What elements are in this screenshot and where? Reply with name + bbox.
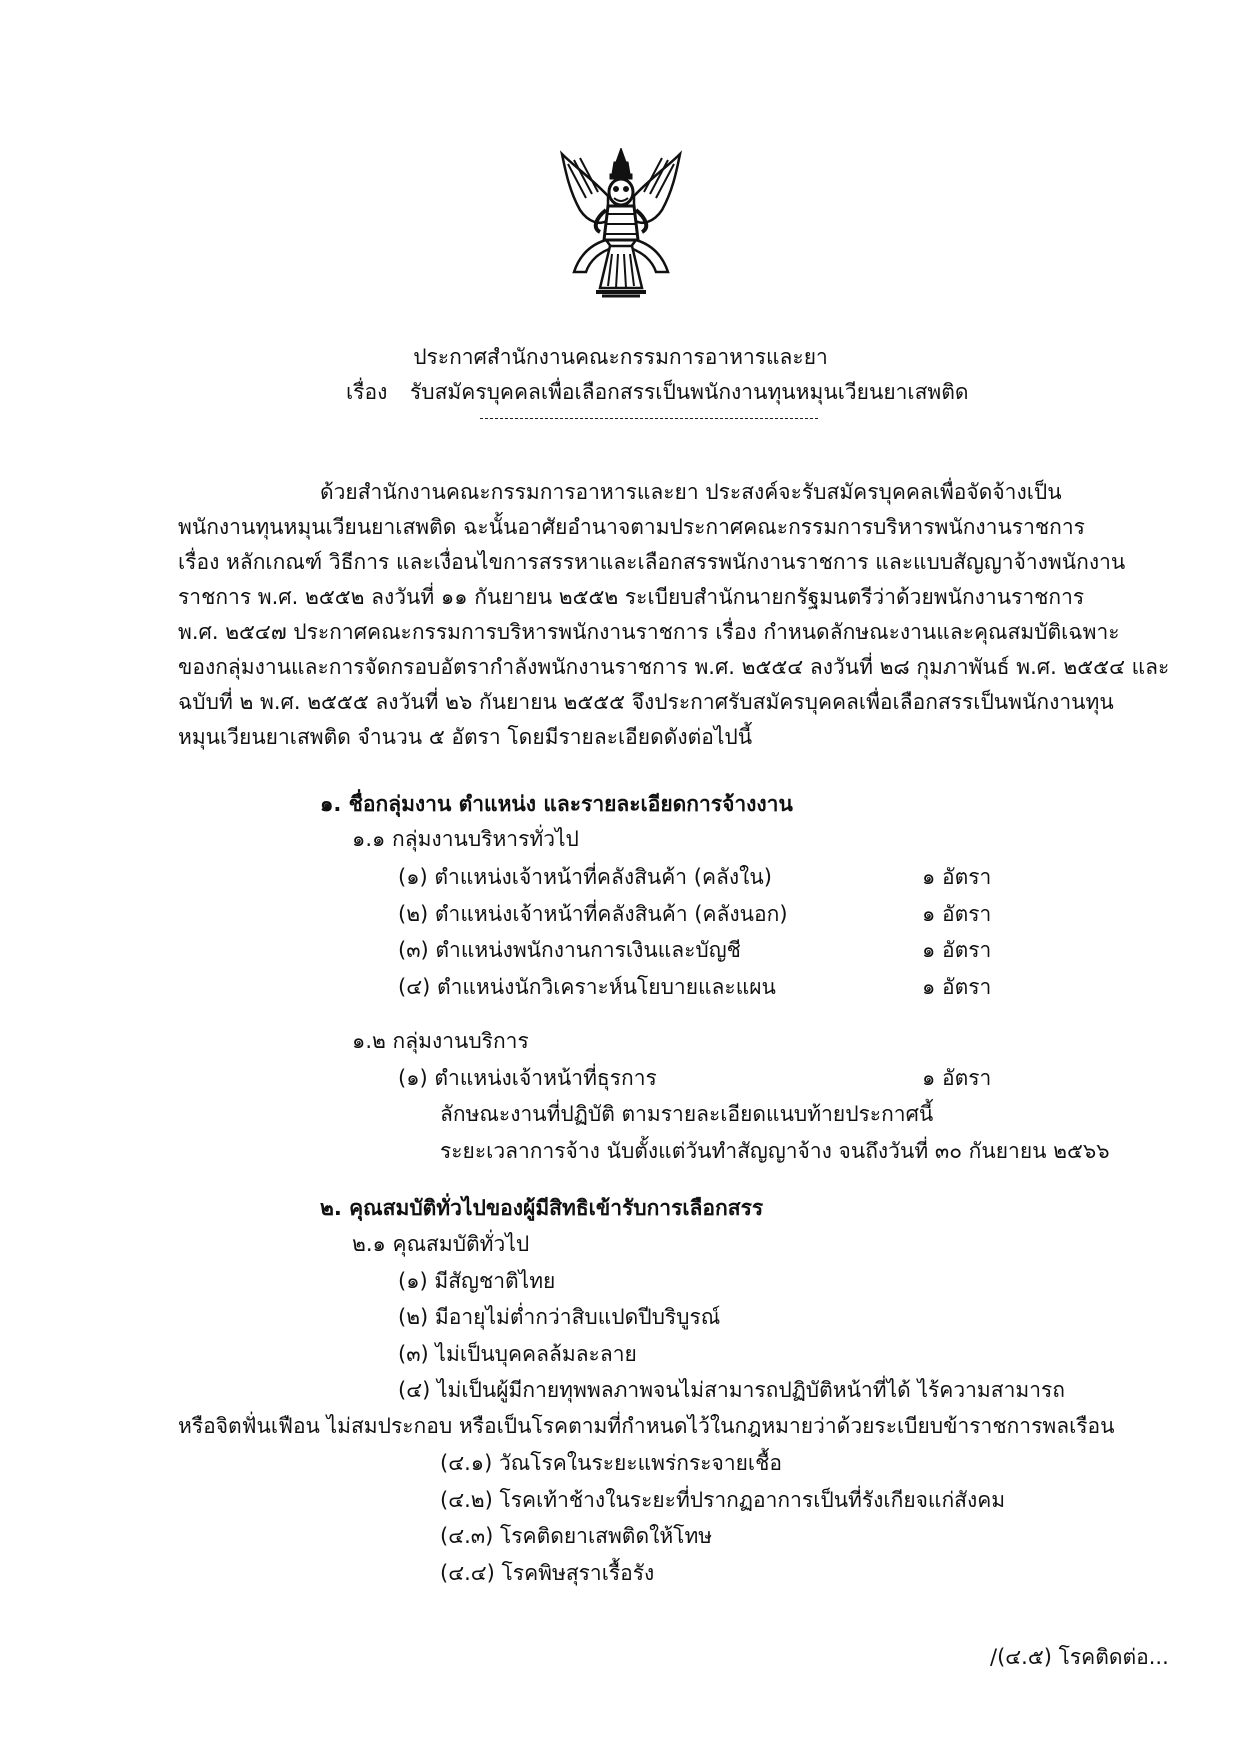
position-item: (๒) ตำแหน่งเจ้าหน้าที่คลังสินค้า (คลังนอก)	[398, 902, 788, 926]
intro-line: ของกลุ่มงานและการจัดกรอบอัตรากำลังพนักงานราชการ พ.ศ. ๒๕๕๔ ลงวันที่ ๒๘ กุมภาพันธ์ พ.ศ. ๒๕๕๔ และ	[178, 655, 1170, 679]
intro-line: พ.ศ. ๒๕๔๗ ประกาศคณะกรรมการบริหารพนักงานราชการ เรื่อง กำหนดลักษณะงานและคุณสมบัติเฉพาะ	[178, 620, 1120, 644]
intro-line: ด้วยสำนักงานคณะกรรมการอาหารและยา ประสงค์จะรับสมัครบุคคลเพื่อจัดจ้างเป็น	[320, 480, 1062, 504]
intro-line: หมุนเวียนยาเสพติด จำนวน ๕ อัตรา โดยมีรายละเอียดดังต่อไปนี้	[178, 725, 753, 749]
qualification-item: (๑) มีสัญชาติไทย	[398, 1269, 556, 1293]
disease-item: (๔.๔) โรคพิษสุราเรื้อรัง	[440, 1561, 655, 1585]
section2-sub-label: ๒.๑ คุณสมบัติทั่วไป	[352, 1232, 530, 1256]
intro-line: ฉบับที่ ๒ พ.ศ. ๒๕๕๕ ลงวันที่ ๒๖ กันยายน ๒๕๕๕ จึงประกาศรับสมัครบุคคลเพื่อเลือกสรรเป็นพนักงานทุน	[178, 690, 1114, 714]
qualification-item: (๔) ไม่เป็นผู้มีกายทุพพลภาพจนไม่สามารถปฏิบัติหน้าที่ได้ ไร้ความสามารถ	[398, 1378, 1066, 1402]
section2-heading: ๒. คุณสมบัติทั่วไปของผู้มีสิทธิเข้ารับการเลือกสรร	[320, 1196, 764, 1220]
position-item: (๓) ตำแหน่งพนักงานการเงินและบัญชี	[398, 938, 741, 962]
position-count: ๑ อัตรา	[922, 938, 992, 962]
intro-line: ราชการ พ.ศ. ๒๕๕๒ ลงวันที่ ๑๑ กันยายน ๒๕๕๒ ระเบียบสำนักนายกรัฐมนตรีว่าด้วยพนักงานราชการ	[178, 585, 1085, 609]
group1-label: ๑.๑ กลุ่มงานบริหารทั่วไป	[352, 827, 579, 851]
continued-marker: /(๔.๕) โรคติดต่อ...	[990, 1645, 1169, 1669]
disease-item: (๔.๑) วัณโรคในระยะแพร่กระจายเชื้อ	[440, 1451, 782, 1475]
position-count: ๑ อัตรา	[922, 865, 992, 889]
job-description-note: ลักษณะงานที่ปฏิบัติ ตามรายละเอียดแนบท้ายประกาศนี้	[440, 1102, 934, 1126]
disease-item: (๔.๒) โรคเท้าช้างในระยะที่ปรากฏอาการเป็นที่รังเกียจแก่สังคม	[440, 1488, 1006, 1512]
position-count: ๑ อัตรา	[922, 902, 992, 926]
employment-period-note: ระยะเวลาการจ้าง นับตั้งแต่วันทำสัญญาจ้าง จนถึงวันที่ ๓๐ กันยายน ๒๕๖๖	[440, 1139, 1110, 1163]
qualification-item-continued: หรือจิตฟั่นเฟือน ไม่สมประกอบ หรือเป็นโรคตามที่กำหนดไว้ในกฎหมายว่าด้วยระเบียบข้าราชการพลเรือน	[178, 1414, 1115, 1438]
position-item: (๔) ตำแหน่งนักวิเคราะห์นโยบายและแผน	[398, 975, 776, 999]
position-item: (๑) ตำแหน่งเจ้าหน้าที่ธุรการ	[398, 1066, 657, 1090]
disease-item: (๔.๓) โรคติดยาเสพติดให้โทษ	[440, 1524, 713, 1548]
garuda-emblem-icon	[556, 148, 686, 300]
position-item: (๑) ตำแหน่งเจ้าหน้าที่คลังสินค้า (คลังใน)	[398, 865, 772, 889]
subject-label: เรื่อง	[346, 380, 388, 404]
subject-text: รับสมัครบุคคลเพื่อเลือกสรรเป็นพนักงานทุนหมุนเวียนยาเสพติด	[410, 380, 969, 404]
position-count: ๑ อัตรา	[922, 1066, 992, 1090]
qualification-item: (๓) ไม่เป็นบุคคลล้มละลาย	[398, 1342, 637, 1366]
intro-line: พนักงานทุนหมุนเวียนยาเสพติด ฉะนั้นอาศัยอำนาจตามประกาศคณะกรรมการบริหารพนักงานราชการ	[178, 515, 1085, 539]
qualification-item: (๒) มีอายุไม่ต่ำกว่าสิบแปดปีบริบูรณ์	[398, 1305, 721, 1329]
header-divider	[480, 418, 818, 419]
intro-line: เรื่อง หลักเกณฑ์ วิธีการ และเงื่อนไขการสรรหาและเลือกสรรพนักงานราชการ และแบบสัญญาจ้างพนักงาน	[178, 550, 1126, 574]
position-count: ๑ อัตรา	[922, 975, 992, 999]
section1-heading: ๑. ชื่อกลุ่มงาน ตำแหน่ง และรายละเอียดการจ้างงาน	[320, 792, 793, 816]
announcement-title: ประกาศสำนักงานคณะกรรมการอาหารและยา	[413, 345, 828, 369]
group2-label: ๑.๒ กลุ่มงานบริการ	[352, 1029, 529, 1053]
